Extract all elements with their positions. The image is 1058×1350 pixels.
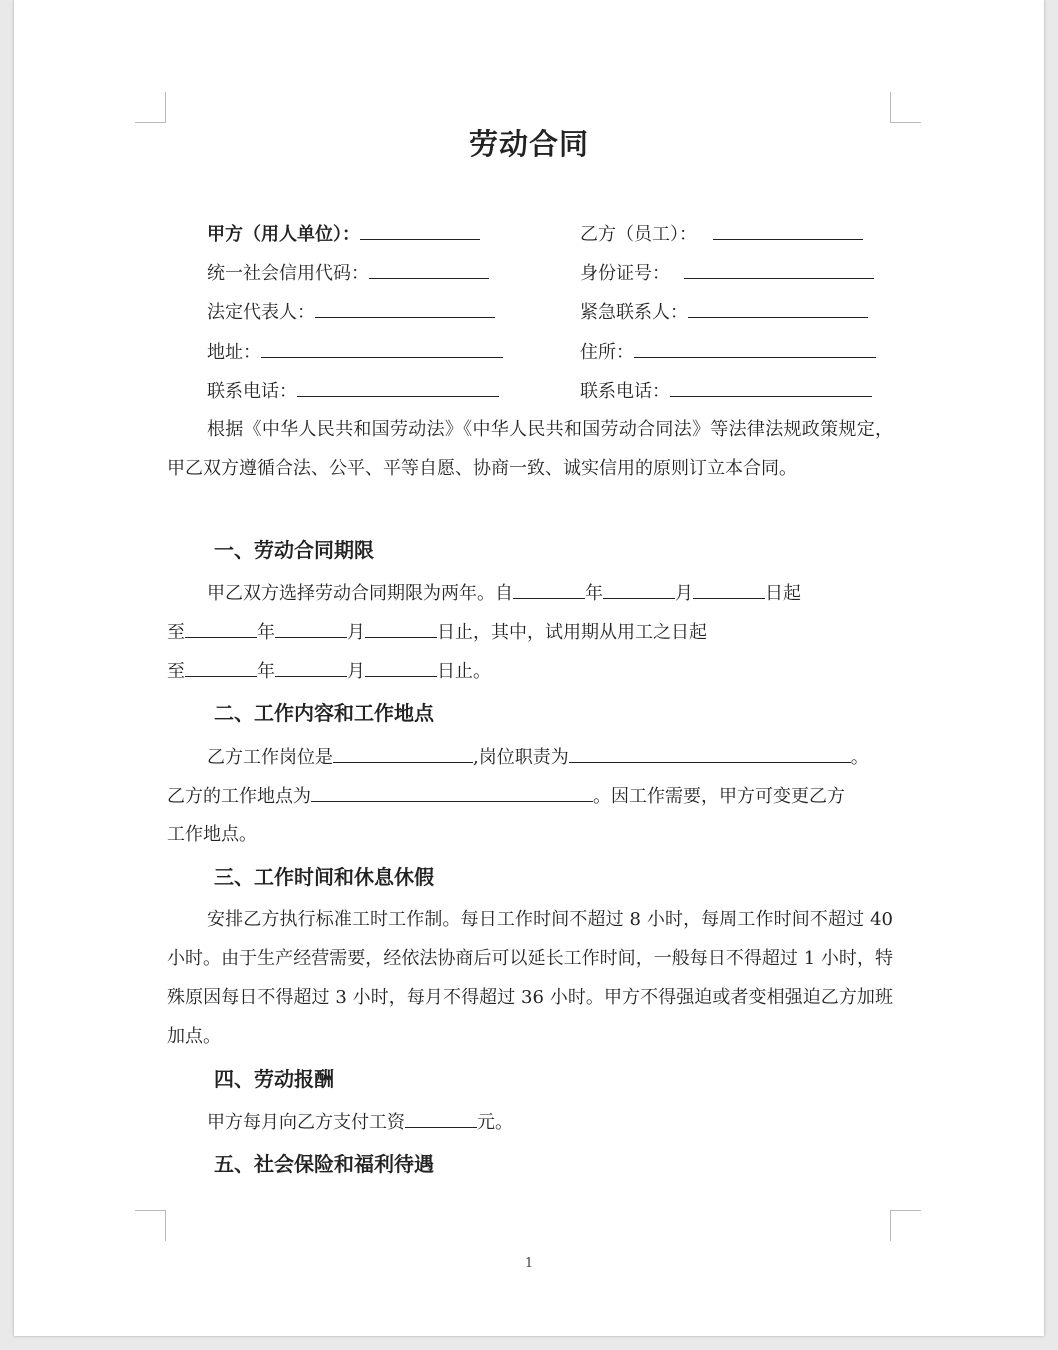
probation-year-blank[interactable] [185, 659, 257, 677]
section-2-line-1 [207, 745, 869, 770]
party-a-name-blank[interactable] [360, 222, 480, 240]
probation-month-blank[interactable] [275, 659, 347, 677]
residence-label: 住所： [580, 342, 634, 363]
party-a-phone-blank[interactable] [297, 379, 499, 397]
legal-rep-label: 法定代表人： [207, 302, 315, 323]
party-b-phone-row [580, 379, 872, 404]
term-start-text: 甲乙双方选择劳动合同期限为两年。自 [207, 583, 513, 604]
party-b-emergency-row [580, 300, 868, 325]
location-change-text: 。因工作需要，甲方可变更乙方 [593, 786, 845, 807]
to-label: 至 [167, 661, 185, 682]
party-b-phone-label: 联系电话： [580, 381, 670, 402]
section-3-paragraph: 安排乙方执行标准工时工作制。每日工作时间不超过 8 小时，每周工作时间不超过 40 小时。由于生产经营需要，经依法协商后可以延长工作时间，一般每日不得超过 1 小时，特殊原因每日不得超过 3 小时，每月不得超过 36 小时。甲方不得强迫或者变相强迫乙方加班加点。 [167, 909, 893, 1047]
salary-blank[interactable] [405, 1110, 477, 1128]
section-3-heading: 三、工作时间和休息休假 [214, 865, 434, 889]
section-5-heading: 五、社会保险和福利待遇 [214, 1152, 434, 1176]
address-blank[interactable] [261, 340, 503, 358]
party-a-legal-rep-row [207, 300, 495, 325]
party-a-heading-label: 甲方（用人单位）： [207, 224, 360, 245]
party-b-heading-label: 乙方（员工）： [580, 224, 697, 245]
end-year-blank[interactable] [185, 620, 257, 638]
party-b-name-blank[interactable] [713, 222, 863, 240]
yuan-label: 元。 [477, 1112, 513, 1133]
party-b-phone-blank[interactable] [670, 379, 872, 397]
document-page [14, 0, 1044, 1336]
credit-code-label: 统一社会信用代码： [207, 263, 369, 284]
page-number: 1 [524, 1256, 534, 1271]
year-label: 年 [257, 661, 275, 682]
crop-mark-top-right [890, 92, 921, 123]
section-1-line-2 [167, 620, 707, 645]
to-label: 至 [167, 622, 185, 643]
credit-code-blank[interactable] [369, 261, 489, 279]
intro-paragraph: 根据《中华人民共和国劳动法》《中华人民共和国劳动合同法》等法律法规政策规定，甲乙双方遵循合法、公平、平等自愿、协商一致、诚实信用的原则订立本合同。 [167, 419, 893, 479]
section-1-line-3 [167, 659, 491, 684]
section-1-heading: 一、劳动合同期限 [214, 538, 374, 562]
end-month-blank[interactable] [275, 620, 347, 638]
work-location-label: 乙方的工作地点为 [167, 786, 311, 807]
section-4-heading: 四、劳动报酬 [214, 1067, 334, 1091]
start-day-blank[interactable] [693, 581, 765, 599]
salary-label: 甲方每月向乙方支付工资 [207, 1112, 405, 1133]
job-position-blank[interactable] [333, 745, 473, 763]
section-4-line-1 [207, 1110, 513, 1135]
emergency-contact-blank[interactable] [688, 300, 868, 318]
party-a-credit-code-row [207, 261, 489, 286]
legal-rep-blank[interactable] [315, 300, 495, 318]
period: 。 [850, 747, 869, 768]
document-title: 劳动合同 [468, 127, 589, 161]
probation-day-blank[interactable] [365, 659, 437, 677]
emergency-contact-label: 紧急联系人： [580, 302, 688, 323]
party-a-phone-label: 联系电话： [207, 381, 297, 402]
end-day-blank[interactable] [365, 620, 437, 638]
section-2-heading: 二、工作内容和工作地点 [214, 701, 434, 725]
day-end-label: 日止。 [437, 661, 491, 682]
section-2-line-3: 工作地点。 [167, 824, 257, 845]
job-duties-label: ,岗位职责为 [473, 747, 569, 768]
day-start-label: 日起 [765, 583, 801, 604]
residence-blank[interactable] [634, 340, 876, 358]
party-b-heading-row [580, 222, 863, 247]
start-month-blank[interactable] [603, 581, 675, 599]
section-1-line-1 [207, 581, 801, 606]
id-number-label: 身份证号： [580, 263, 670, 284]
month-label: 月 [347, 622, 365, 643]
job-position-label: 乙方工作岗位是 [207, 747, 333, 768]
year-label: 年 [257, 622, 275, 643]
start-year-blank[interactable] [513, 581, 585, 599]
probation-text: 日止，其中，试用期从用工之日起 [437, 622, 707, 643]
party-a-phone-row [207, 379, 499, 404]
crop-mark-bottom-right [890, 1210, 921, 1241]
party-a-heading-row [207, 222, 480, 247]
party-a-address-row [207, 340, 503, 365]
month-label: 月 [675, 583, 693, 604]
month-label: 月 [347, 661, 365, 682]
work-location-blank[interactable] [311, 784, 593, 802]
section-2-line-2 [167, 784, 845, 809]
crop-mark-top-left [135, 92, 166, 123]
party-b-residence-row [580, 340, 876, 365]
crop-mark-bottom-left [135, 1210, 166, 1241]
address-label: 地址： [207, 342, 261, 363]
year-label: 年 [585, 583, 603, 604]
id-number-blank[interactable] [684, 261, 874, 279]
party-b-id-row [580, 261, 874, 286]
job-duties-blank[interactable] [569, 745, 851, 763]
